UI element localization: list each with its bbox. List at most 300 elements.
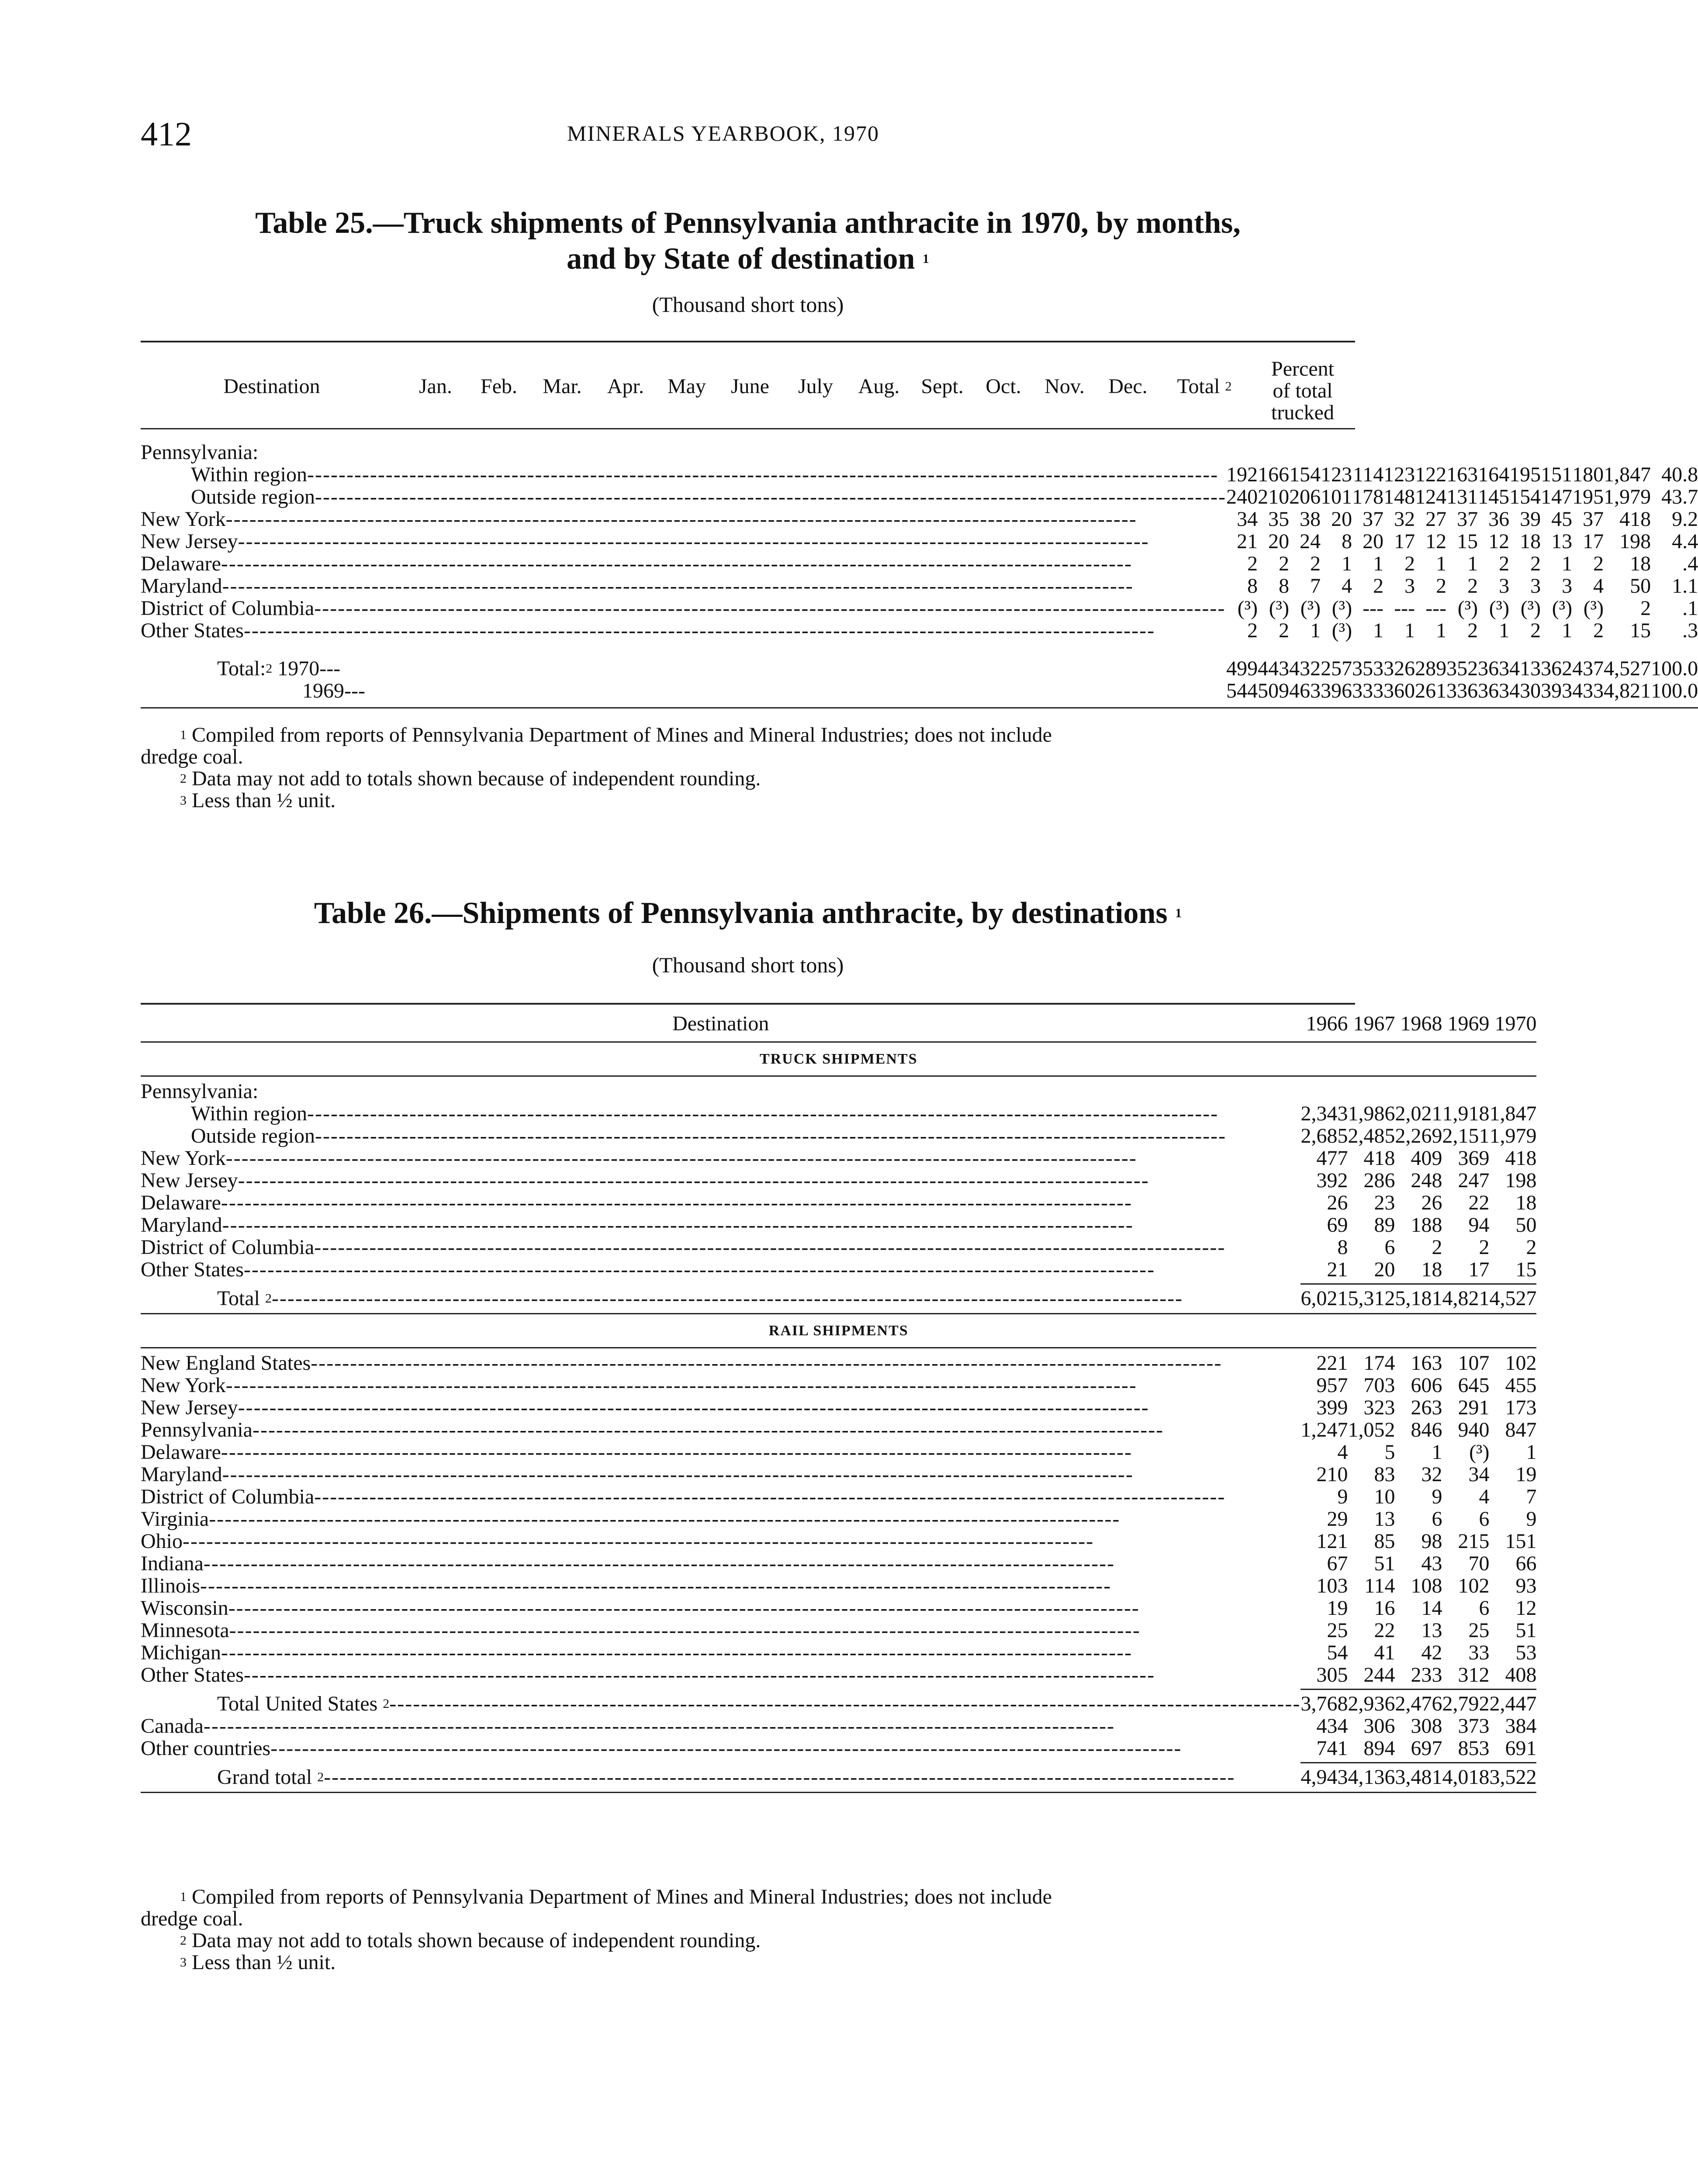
cell-value: 70	[1468, 1552, 1490, 1575]
cell-value: 1,986	[1348, 1102, 1395, 1125]
cell-value: 2,447	[1489, 1692, 1537, 1715]
table26-top-rule	[141, 1003, 1355, 1005]
cell-value: 154	[1509, 485, 1541, 508]
cell-value: 27	[1425, 508, 1447, 531]
row-label	[141, 1236, 1300, 1258]
cell-value: 20	[1268, 530, 1290, 553]
cell-value: 67	[1327, 1552, 1348, 1575]
table-row	[141, 463, 1698, 486]
row-name: Indiana	[141, 1552, 204, 1575]
cell-value: 326	[1383, 657, 1415, 680]
cell-value: 4,136	[1348, 1766, 1395, 1789]
row-label	[141, 1619, 1300, 1641]
table-row	[141, 1641, 1536, 1664]
row-label	[141, 680, 1226, 702]
cell-value: 107	[1458, 1351, 1490, 1375]
row-name: Canada	[141, 1714, 204, 1738]
cell-value: 35	[1268, 508, 1290, 531]
table-row	[141, 1737, 1536, 1759]
cell-value: 178	[1352, 485, 1384, 508]
total-year: 1970	[277, 657, 320, 680]
table-row	[141, 1664, 1536, 1686]
row-label	[141, 1575, 1300, 1597]
t26-header-year: 1968	[1400, 1012, 1442, 1035]
table-row	[141, 597, 1698, 619]
cell-value: 363	[1478, 657, 1510, 680]
cell-value: 4,821	[1442, 1287, 1490, 1310]
cell-value: 123	[1383, 463, 1415, 486]
cell-value: 261	[1415, 679, 1447, 702]
table-row	[141, 1463, 1536, 1486]
row-footnote: 2	[383, 1697, 390, 1711]
leader-dots	[307, 1102, 1218, 1125]
cell-value: 463	[1289, 679, 1321, 702]
cell-value: 6	[1479, 1507, 1490, 1531]
cell-value: 894	[1363, 1737, 1395, 1760]
table-row	[141, 1147, 1536, 1169]
subtotal-rule	[1300, 1689, 1536, 1690]
cell-value: 847	[1505, 1418, 1537, 1441]
table-row	[141, 619, 1698, 642]
cell-value: (³)	[1237, 597, 1258, 620]
leader-dots	[315, 485, 1226, 508]
row-label	[141, 1486, 1300, 1508]
cell-value: 233	[1411, 1663, 1442, 1686]
cell-value: ---	[1394, 597, 1415, 620]
cell-value: 2	[1436, 574, 1447, 598]
row-label	[141, 1715, 1300, 1737]
row-name: Total United States	[217, 1692, 378, 1715]
cell-value: 26	[1421, 1191, 1442, 1214]
row-name: Maryland	[141, 574, 222, 598]
row-name: New York	[141, 1374, 226, 1397]
table-rule	[141, 1041, 1536, 1043]
row-name: Outside region	[191, 485, 315, 508]
cell-value: 323	[1363, 1396, 1395, 1419]
row-name: Illinois	[141, 1574, 201, 1597]
table-row	[141, 1715, 1536, 1737]
row-name: Other countries	[141, 1737, 271, 1760]
cell-value: 32	[1421, 1463, 1442, 1486]
table-row-grand-total	[141, 1766, 1536, 1788]
header-nov: Nov.	[1044, 375, 1085, 398]
row-footnote: 2	[317, 1770, 324, 1784]
row-label	[141, 1597, 1300, 1619]
cell-value: (³)	[1331, 619, 1352, 642]
cell-value: 173	[1505, 1396, 1537, 1419]
row-name: Within region	[191, 1102, 308, 1125]
cell-value: 443	[1258, 657, 1290, 680]
cell-value: 17	[1583, 530, 1604, 553]
cell-value: 697	[1411, 1737, 1442, 1760]
cell-value: 353	[1352, 657, 1384, 680]
cell-value: 1	[1310, 619, 1321, 642]
cell-value: 2,343	[1300, 1102, 1348, 1125]
header-mar: Mar.	[543, 375, 582, 398]
cell-value: 409	[1411, 1147, 1442, 1170]
cell-value: 195	[1509, 463, 1541, 486]
cell-value: 4,018	[1442, 1766, 1490, 1789]
cell-value: 2,021	[1395, 1102, 1442, 1125]
cell-value: 455	[1505, 1374, 1537, 1397]
table-row	[141, 1419, 1536, 1441]
cell-value: 32	[1394, 508, 1415, 531]
cell-value: 54	[1327, 1641, 1348, 1664]
cell-value: 6	[1479, 1597, 1490, 1620]
cell-value: 22	[1468, 1191, 1490, 1214]
header-jul: July	[798, 375, 833, 398]
table-row	[141, 1597, 1536, 1619]
leader-dots	[270, 1737, 1182, 1760]
cell-value: 333	[1352, 679, 1384, 702]
table-row-total	[141, 680, 1698, 702]
cell-value: .1	[1682, 597, 1698, 620]
cell-value: 2	[1467, 574, 1478, 598]
cell-value: 8	[1337, 1236, 1348, 1259]
cell-value: 50	[1630, 574, 1651, 598]
leader-dots	[226, 1374, 1137, 1397]
cell-value: 244	[1363, 1663, 1395, 1686]
cell-value: 4,527	[1604, 657, 1651, 680]
table-row	[141, 1258, 1536, 1281]
cell-value: 2	[1467, 619, 1478, 642]
page-number: 412	[141, 115, 192, 153]
table-row	[141, 1396, 1536, 1419]
cell-value: 18	[1515, 1191, 1537, 1214]
row-label	[141, 463, 1226, 486]
table-row-total	[141, 1693, 1536, 1715]
row-label	[141, 597, 1226, 619]
cell-value: 4,527	[1489, 1287, 1537, 1310]
cell-value: 1	[1373, 619, 1384, 642]
cell-value: 93	[1515, 1574, 1537, 1597]
cell-value: 606	[1411, 1374, 1442, 1397]
cell-value: 41	[1374, 1641, 1395, 1664]
cell-value: 399	[1316, 1396, 1348, 1419]
leader-dots	[209, 1507, 1120, 1531]
cell-value: 2	[1593, 619, 1604, 642]
cell-value: 221	[1316, 1351, 1348, 1375]
row-label	[141, 1147, 1300, 1169]
row-name: Maryland	[141, 1463, 222, 1486]
row-label	[141, 1396, 1300, 1419]
cell-value: 2	[1432, 1236, 1442, 1259]
cell-value: 544	[1226, 679, 1258, 702]
table-row	[141, 1236, 1536, 1258]
cell-value: ---	[1425, 597, 1447, 620]
cell-value: 9	[1526, 1507, 1537, 1531]
cell-value: 42	[1421, 1641, 1442, 1664]
leader-dots	[221, 552, 1132, 575]
table25-title	[141, 205, 1355, 277]
cell-value: 4	[1479, 1485, 1490, 1508]
subtotal-rule	[1300, 1283, 1536, 1285]
t26-header-year: 1967	[1353, 1012, 1395, 1035]
cell-value: 1	[1404, 619, 1415, 642]
table26-body	[141, 1009, 1536, 1797]
cell-value: 192	[1226, 463, 1258, 486]
cell-value: 51	[1515, 1619, 1537, 1642]
table25-body	[141, 441, 1698, 708]
cell-value: 114	[1352, 463, 1384, 486]
header-destination: Destination	[223, 375, 320, 398]
cell-value: 123	[1321, 463, 1352, 486]
row-name: Maryland	[141, 1213, 222, 1237]
leader-dots	[204, 1552, 1115, 1575]
table-row	[141, 1486, 1536, 1508]
table-rule	[141, 1313, 1536, 1314]
cell-value: 2,485	[1348, 1124, 1395, 1147]
row-label	[141, 1508, 1300, 1530]
cell-value: ---	[1363, 597, 1384, 620]
table25-footnotes	[141, 724, 1355, 812]
cell-value: 2	[1310, 552, 1321, 575]
row-name: Ohio	[141, 1530, 183, 1553]
row-label	[141, 1258, 1300, 1281]
cell-value: 369	[1458, 1147, 1490, 1170]
leader-dots	[307, 463, 1218, 486]
cell-value: 1	[1562, 619, 1573, 642]
leader-dots	[226, 508, 1137, 531]
table-row	[141, 530, 1698, 553]
row-name: Wisconsin	[141, 1597, 228, 1620]
cell-value: 957	[1316, 1374, 1348, 1397]
cell-value: 13	[1421, 1619, 1442, 1642]
leader-dots	[183, 1530, 1094, 1553]
cell-value: 437	[1572, 657, 1604, 680]
row-label	[141, 553, 1226, 575]
cell-value: 20	[1374, 1258, 1395, 1281]
row-label	[141, 1737, 1300, 1759]
cell-value: 21	[1327, 1258, 1348, 1281]
cell-value: 305	[1316, 1663, 1348, 1686]
cell-value: 18	[1421, 1258, 1442, 1281]
cell-value: 38	[1300, 508, 1321, 531]
cell-value: 37	[1363, 508, 1384, 531]
cell-value: 1	[1373, 552, 1384, 575]
cell-value: 18	[1520, 530, 1541, 553]
cell-value: 53	[1515, 1641, 1537, 1664]
leader-dots	[324, 1766, 1235, 1789]
cell-value: 23	[1374, 1191, 1395, 1214]
row-name: New England States	[141, 1351, 311, 1375]
cell-value: 384	[1505, 1714, 1537, 1738]
row-label	[141, 1125, 1300, 1147]
cell-value: 306	[1363, 1714, 1395, 1738]
cell-value: 2	[1279, 619, 1290, 642]
table25-top-rule	[141, 341, 1355, 342]
table-row	[141, 1575, 1536, 1597]
cell-value: 263	[1411, 1396, 1442, 1419]
row-name: New Jersey	[141, 530, 238, 553]
leader-dots	[204, 1714, 1115, 1738]
row-label	[141, 1552, 1300, 1575]
leader-dots	[221, 1191, 1132, 1214]
cell-value: (³)	[1331, 597, 1352, 620]
row-label	[141, 1463, 1300, 1486]
cell-value: 1,918	[1442, 1102, 1490, 1125]
header-apr: Apr.	[607, 375, 644, 398]
cell-value: 373	[1458, 1714, 1490, 1738]
table-row	[141, 1352, 1536, 1374]
cell-value: 2	[1373, 574, 1384, 598]
cell-value: 147	[1541, 485, 1573, 508]
table-row	[141, 1214, 1536, 1236]
table-row	[141, 1080, 1536, 1102]
table25-header	[141, 349, 1355, 424]
section-heading: RAIL SHIPMENTS	[768, 1323, 909, 1339]
row-label	[141, 619, 1226, 642]
table25-unit: (Thousand short tons)	[652, 292, 844, 317]
table25-title-line2: and by State of destination $^1$	[567, 242, 929, 276]
cell-value: 89	[1374, 1213, 1395, 1237]
cell-value: 433	[1572, 679, 1604, 702]
cell-value: 21	[1237, 530, 1258, 553]
cell-value: 1,052	[1348, 1418, 1395, 1441]
cell-value: 33	[1468, 1641, 1490, 1664]
row-name: Minnesota	[141, 1619, 229, 1642]
row-name: District of Columbia	[141, 1485, 315, 1508]
leader-dots	[238, 530, 1149, 553]
cell-value: 240	[1226, 485, 1258, 508]
row-label	[141, 1102, 1300, 1125]
cell-value: 37	[1457, 508, 1478, 531]
row-label	[141, 1766, 1300, 1788]
cell-value: 2	[1247, 619, 1258, 642]
row-name: Delaware	[141, 1191, 221, 1214]
table-row	[141, 1374, 1536, 1396]
cell-value: 1	[1499, 619, 1510, 642]
t26-header-year: 1966	[1306, 1012, 1348, 1035]
total-year: 1969	[302, 679, 344, 702]
cell-value: 13	[1551, 530, 1573, 553]
row-label	[141, 1169, 1300, 1192]
leader-dots	[238, 1396, 1149, 1419]
cell-value: 131	[1446, 485, 1478, 508]
cell-value: 12	[1515, 1597, 1537, 1620]
leader-dots	[221, 1441, 1132, 1464]
table-row	[141, 1102, 1536, 1125]
row-label	[141, 1530, 1300, 1552]
cell-value: 360	[1383, 679, 1415, 702]
cell-value: 16	[1374, 1597, 1395, 1620]
cell-value: 248	[1411, 1169, 1442, 1192]
table26-unit: (Thousand short tons)	[652, 953, 844, 977]
cell-value: 3	[1530, 574, 1541, 598]
cell-value: 163	[1411, 1351, 1442, 1375]
table25-title-line1: Table 25.—Truck shipments of Pennsylvania anthracite in 1970, by months,	[255, 206, 1241, 240]
cell-value: 2	[1404, 552, 1415, 575]
cell-value: 477	[1316, 1147, 1348, 1170]
cell-value: 645	[1458, 1374, 1490, 1397]
cell-value: 13	[1374, 1507, 1395, 1531]
cell-value: 940	[1458, 1418, 1490, 1441]
cell-value: 1	[1342, 552, 1352, 575]
row-label	[141, 657, 1226, 680]
row-name: Delaware	[141, 1441, 221, 1464]
cell-value: 432	[1289, 657, 1321, 680]
cell-value: 3	[1562, 574, 1573, 598]
total-label: Total:	[217, 657, 266, 680]
cell-value: 2,151	[1442, 1124, 1490, 1147]
row-label	[141, 1287, 1300, 1310]
cell-value: 2	[1593, 552, 1604, 575]
row-label	[141, 1352, 1300, 1374]
cell-value: (³)	[1583, 597, 1604, 620]
cell-value: 40.8	[1661, 463, 1698, 486]
cell-value: 2,792	[1442, 1692, 1490, 1715]
cell-value: 198	[1505, 1169, 1537, 1192]
cell-value: (³)	[1469, 1441, 1490, 1464]
cell-value: 124	[1415, 485, 1447, 508]
cell-value: 66	[1515, 1552, 1537, 1575]
cell-value: 164	[1478, 463, 1510, 486]
cell-value: 703	[1363, 1374, 1395, 1397]
row-name: District of Columbia	[141, 597, 315, 620]
cell-value: 188	[1411, 1213, 1442, 1237]
row-label	[141, 486, 1226, 508]
cell-value: 1,979	[1489, 1124, 1537, 1147]
cell-value: 25	[1327, 1619, 1348, 1642]
leader-dots	[244, 619, 1155, 642]
footnote-2: $^2$ Data may not add to totals shown because of independent rounding.	[180, 1929, 761, 1952]
table-row	[141, 1169, 1536, 1192]
header-total: Total $^2$	[1177, 375, 1232, 398]
table-row	[141, 1508, 1536, 1530]
footnote-3: $^3$ Less than ½ unit.	[180, 1951, 336, 1974]
table-row	[141, 508, 1698, 530]
cell-value: 8	[1247, 574, 1258, 598]
cell-value: 1,847	[1604, 463, 1651, 486]
table25-bottom-rule	[141, 707, 1698, 708]
group-label: Pennsylvania:	[141, 1080, 259, 1103]
cell-value: 257	[1321, 657, 1352, 680]
cell-value: 3,481	[1395, 1766, 1442, 1789]
row-name: New Jersey	[141, 1169, 238, 1192]
cell-value: 10	[1374, 1485, 1395, 1508]
cell-value: 195	[1572, 485, 1604, 508]
cell-value: 100.0	[1651, 679, 1698, 702]
cell-value: 9	[1337, 1485, 1348, 1508]
cell-value: 20	[1363, 530, 1384, 553]
cell-value: 4.4	[1672, 530, 1698, 553]
cell-value: (³)	[1457, 597, 1478, 620]
cell-value: 20	[1331, 508, 1352, 531]
cell-value: 148	[1383, 485, 1415, 508]
footnote-1-cont: dredge coal.	[141, 745, 243, 768]
cell-value: 247	[1458, 1169, 1490, 1192]
cell-value: 430	[1509, 679, 1541, 702]
cell-value: 499	[1226, 657, 1258, 680]
table-row	[141, 1530, 1536, 1552]
table-row	[141, 1552, 1536, 1575]
cell-value: 413	[1509, 657, 1541, 680]
row-name: Within region	[191, 463, 308, 486]
cell-value: 2	[1530, 619, 1541, 642]
row-footnote: 2	[265, 1291, 272, 1306]
row-label	[141, 1441, 1300, 1463]
cell-value: 3	[1404, 574, 1415, 598]
row-name: Pennsylvania	[141, 1418, 252, 1441]
row-label	[141, 1214, 1300, 1236]
cell-value: 2	[1247, 552, 1258, 575]
cell-value: 1	[1432, 1441, 1442, 1464]
cell-value: 6	[1432, 1507, 1442, 1531]
cell-value: 1,847	[1489, 1102, 1537, 1125]
leader-dots	[311, 1351, 1222, 1375]
cell-value: 4,943	[1300, 1766, 1348, 1789]
cell-value: (³)	[1552, 597, 1573, 620]
